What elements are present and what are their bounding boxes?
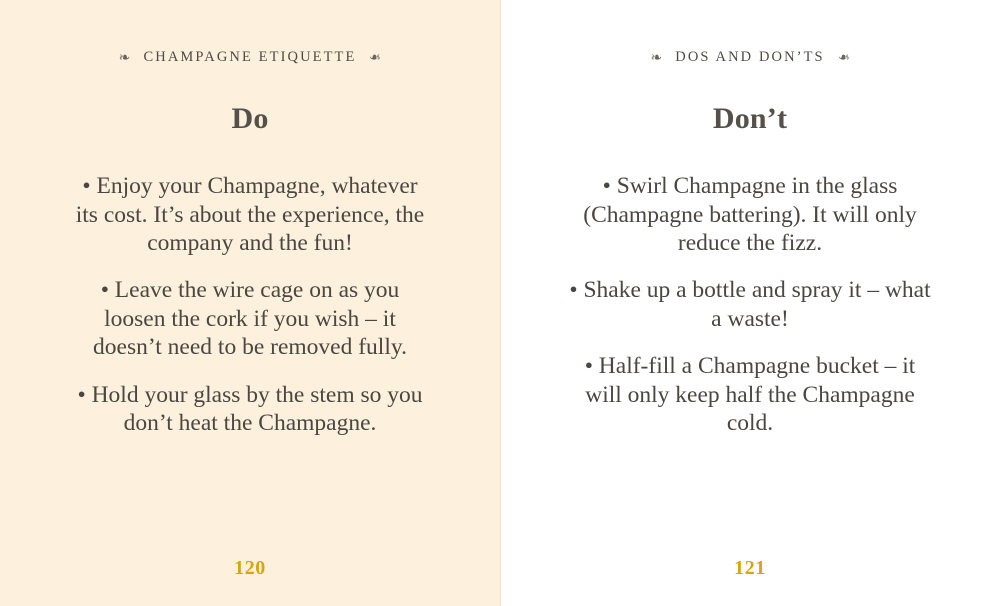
- list-item: • Enjoy your Champagne, whatever its cost. It’s about the experience, the company and the fun!: [75, 173, 425, 256]
- list-item: • Swirl Champagne in the glass (Champagne battering). It will only reduce the fizz.: [583, 173, 917, 256]
- leaf-ornament-icon: ❧: [118, 51, 133, 66]
- leaf-ornament-icon: ❧: [835, 51, 850, 66]
- list-item: • Hold your glass by the stem so you don’t heat the Champagne.: [77, 381, 423, 437]
- page-number-left: 120: [234, 557, 266, 579]
- leaf-ornament-icon: ❧: [367, 51, 382, 66]
- right-page-title: Don’t: [712, 102, 788, 135]
- left-page-body: [70, 172, 430, 437]
- running-head-right-text: DOS AND DON’TS: [675, 49, 825, 65]
- right-page-body: [565, 172, 935, 437]
- page-number-right: 121: [734, 557, 766, 579]
- running-head-left: [119, 49, 382, 66]
- running-head-right: [650, 49, 849, 66]
- page-gutter-divider: [500, 0, 501, 606]
- list-item: • Shake up a bottle and spray it – what a waste!: [569, 277, 931, 332]
- running-head-left-text: CHAMPAGNE ETIQUETTE: [143, 49, 357, 65]
- left-page-title: Do: [231, 102, 269, 135]
- right-page: [500, 0, 1000, 606]
- leaf-ornament-icon: ❧: [650, 51, 665, 66]
- list-item: • Half-fill a Champagne bucket – it will only keep half the Champagne cold.: [584, 353, 916, 437]
- list-item: • Leave the wire cage on as you loosen the cork if you wish – it doesn’t need to be removed fully.: [93, 277, 407, 361]
